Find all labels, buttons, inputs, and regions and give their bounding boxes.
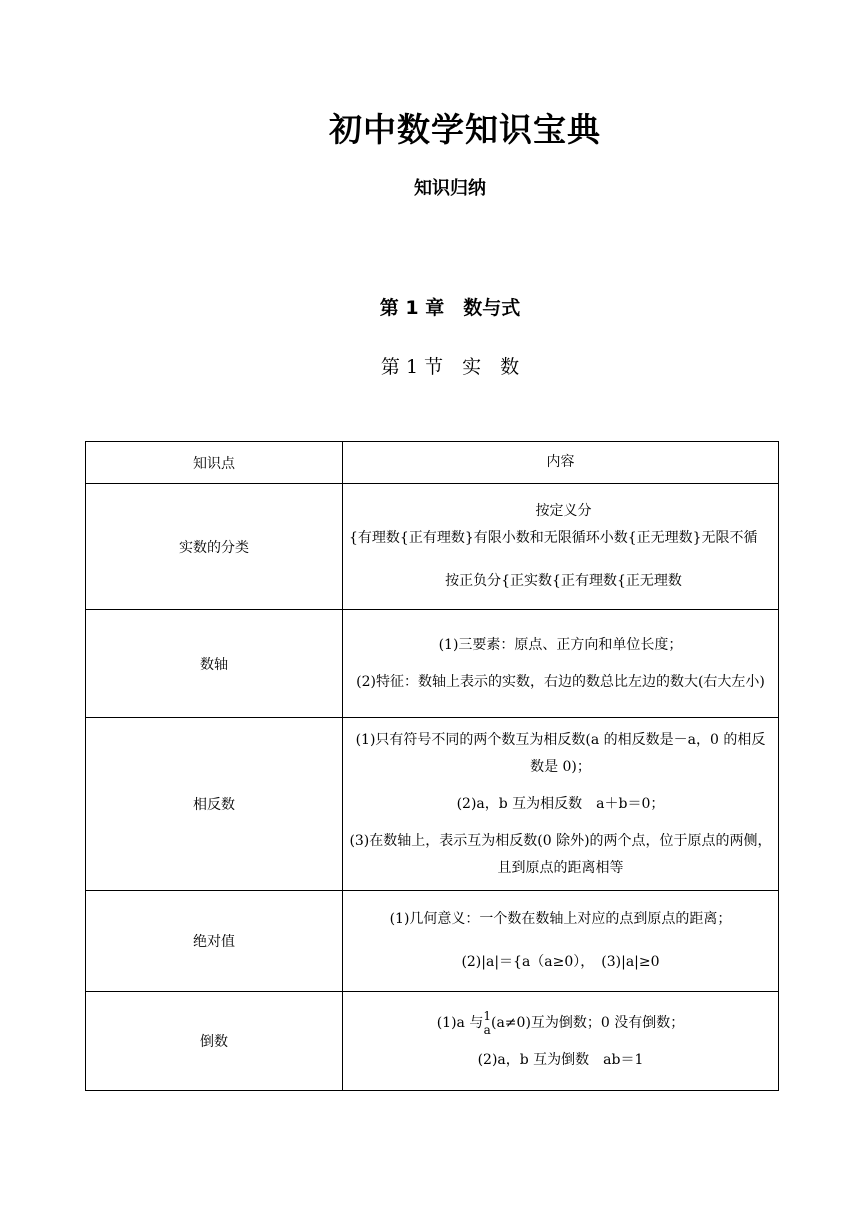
content-line: (2)a，b 互为相反数 a＋b＝0； [456, 795, 665, 812]
row-content [343, 992, 779, 1091]
row-content [343, 718, 779, 891]
row-topic: 实数的分类 [86, 484, 343, 610]
header-content: 内容 [343, 442, 779, 484]
chapter-heading: 第 1 章 数与式 [379, 297, 521, 319]
content-line: 按正负分{正实数{正有理数{正无理数 [445, 573, 682, 589]
row-topic: 绝对值 [86, 891, 343, 992]
table-row [86, 992, 779, 1091]
page-title: 初中数学知识宝典 [329, 110, 601, 149]
section-heading: 第 1 节 实 数 [380, 356, 520, 378]
fraction-numerator: 1 [483, 1008, 491, 1023]
row-content [343, 610, 779, 718]
table-row [86, 891, 779, 992]
content-line: 按定义分 [535, 503, 592, 519]
row-content [343, 484, 779, 610]
row-topic: 倒数 [86, 992, 343, 1091]
header-topic: 知识点 [86, 442, 343, 484]
table-row [86, 484, 779, 610]
content-line: (1)三要素：原点、正方向和单位长度； [438, 636, 683, 653]
content-line: (2)a，b 互为倒数 ab＝1 [477, 1051, 644, 1068]
fraction-denominator: a [483, 1022, 491, 1037]
table-row [86, 718, 779, 891]
table-header-row [86, 442, 779, 484]
page-subtitle: 知识归纳 [414, 178, 486, 199]
row-topic: 数轴 [86, 610, 343, 718]
content-line: (2)特征：数轴上表示的实数，右边的数总比左边的数大(右大左小) [356, 673, 765, 690]
table-row [86, 610, 779, 718]
content-line: (1)几何意义：一个数在数轴上对应的点到原点的距离； [389, 911, 732, 927]
content-text: (1)a 与 [436, 1014, 484, 1031]
row-topic: 相反数 [86, 718, 343, 891]
knowledge-table [85, 441, 779, 1091]
content-text: (a≠0)互为倒数；0 没有倒数； [491, 1014, 685, 1031]
fraction [483, 1009, 491, 1037]
content-line: (3)在数轴上，表示互为相反数(0 除外)的两个点，位于原点的两侧，且到原点的距离相等 [349, 832, 772, 876]
content-line: (2)|a|＝{a（a≥0）， (3)|a|≥0 [461, 954, 660, 970]
content-line [349, 1009, 772, 1037]
row-content [343, 891, 779, 992]
content-line: {有理数{正有理数}有限小数和无限循环小数{正无理数}无限不循 [349, 530, 758, 546]
content-line: (1)只有符号不同的两个数互为相反数(a 的相反数是－a，0 的相反数是 0)； [355, 731, 766, 775]
